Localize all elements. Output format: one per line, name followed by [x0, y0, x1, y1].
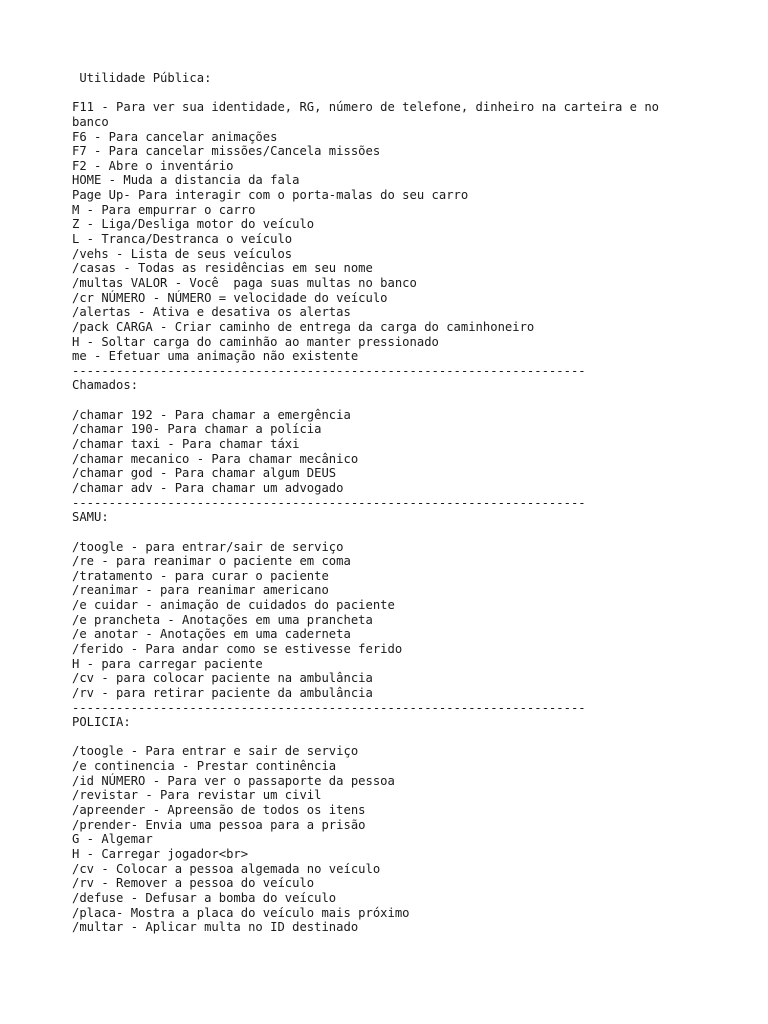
- text-line: /apreender - Apreensão de todos os itens: [72, 803, 366, 818]
- text-line: H - para carregar paciente: [72, 656, 263, 671]
- text-line: F2 - Abre o inventário: [72, 158, 234, 173]
- blank-line: [72, 730, 732, 745]
- text-line: /e anotar - Anotações em uma caderneta: [72, 627, 351, 642]
- text-line: /alertas - Ativa e desativa os alertas: [72, 305, 351, 320]
- text-line: /reanimar - para reanimar americano: [72, 583, 329, 598]
- text-line: me - Efetuar uma animação não existente: [72, 349, 359, 364]
- text-line: /multar - Aplicar multa no ID destinado: [72, 920, 359, 935]
- text-line: /pack CARGA - Criar caminho de entrega da carga do caminhoneiro: [72, 319, 535, 334]
- text-line: M - Para empurrar o carro: [72, 202, 256, 217]
- text-line: /toogle - para entrar/sair de serviço: [72, 539, 344, 554]
- text-line: /vehs - Lista de seus veículos: [72, 246, 293, 261]
- text-line: F6 - Para cancelar animações: [72, 129, 278, 144]
- text-line: /defuse - Defusar a bomba do veículo: [72, 890, 337, 905]
- blank-line: [72, 86, 732, 101]
- text-line: H - Soltar carga do caminhão ao manter pressionado: [72, 334, 439, 349]
- text-line: /id NÚMERO - Para ver o passaporte da pessoa: [72, 773, 395, 788]
- text-line: /chamar god - Para chamar algum DEUS: [72, 466, 337, 481]
- text-line: /cv - Colocar a pessoa algemada no veículo: [72, 861, 381, 876]
- text-line: H - Carregar jogador<br>: [72, 846, 249, 861]
- section-heading: Chamados:: [72, 378, 139, 393]
- section-divider: ----------------------------------------------------------------------: [72, 495, 586, 510]
- text-line: /re - para reanimar o paciente em coma: [72, 554, 351, 569]
- text-line: /rv - Remover a pessoa do veículo: [72, 876, 315, 891]
- section-heading: Utilidade Pública:: [72, 71, 212, 85]
- text-line: /casas - Todas as residências em seu nome: [72, 261, 373, 276]
- text-line: /e cuidar - animação de cuidados do paciente: [72, 598, 395, 613]
- text-line: /cv - para colocar paciente na ambulância: [72, 671, 373, 686]
- text-line: /ferido - Para andar como se estivesse ferido: [72, 641, 403, 656]
- text-line: Z - Liga/Desliga motor do veículo: [72, 217, 315, 232]
- text-line: /chamar 192 - Para chamar a emergência: [72, 407, 351, 422]
- text-line: /chamar mecanico - Para chamar mecânico: [72, 451, 359, 466]
- text-line: /multas VALOR - Você paga suas multas no banco: [72, 275, 417, 290]
- text-line: /prender- Envia uma pessoa para a prisão: [72, 817, 366, 832]
- section-heading: SAMU:: [72, 510, 109, 525]
- text-line: /chamar adv - Para chamar um advogado: [72, 480, 344, 495]
- text-line: /toogle - Para entrar e sair de serviço: [72, 744, 359, 759]
- text-line: /tratamento - para curar o paciente: [72, 568, 329, 583]
- text-line: L - Tranca/Destranca o veículo: [72, 232, 293, 247]
- blank-line: [72, 393, 732, 408]
- text-line: Page Up- Para interagir com o porta-malas do seu carro: [72, 188, 469, 203]
- text-line: /chamar 190- Para chamar a polícia: [72, 422, 322, 437]
- text-line: /e continencia - Prestar continência: [72, 759, 337, 774]
- section-divider: ----------------------------------------------------------------------: [72, 700, 586, 715]
- blank-line: [72, 525, 732, 540]
- text-line: /e prancheta - Anotações em uma prancheta: [72, 612, 373, 627]
- text-line: HOME - Muda a distancia da fala: [72, 173, 300, 188]
- text-line: /rv - para retirar paciente da ambulância: [72, 685, 373, 700]
- text-line: G - Algemar: [72, 832, 153, 847]
- text-line: /revistar - Para revistar um civil: [72, 788, 322, 803]
- text-line: /cr NÚMERO - NÚMERO = velocidade do veículo: [72, 290, 388, 305]
- section-divider: ----------------------------------------------------------------------: [72, 363, 586, 378]
- text-line: F7 - Para cancelar missões/Cancela missões: [72, 144, 381, 159]
- text-line: /placa- Mostra a placa do veículo mais próximo: [72, 905, 410, 920]
- text-line: banco: [72, 114, 109, 129]
- document-body: [72, 71, 732, 935]
- section-heading: POLICIA:: [72, 715, 131, 730]
- text-line: /chamar taxi - Para chamar táxi: [72, 437, 300, 452]
- text-line: F11 - Para ver sua identidade, RG, número de telefone, dinheiro na carteira e no: [72, 100, 659, 115]
